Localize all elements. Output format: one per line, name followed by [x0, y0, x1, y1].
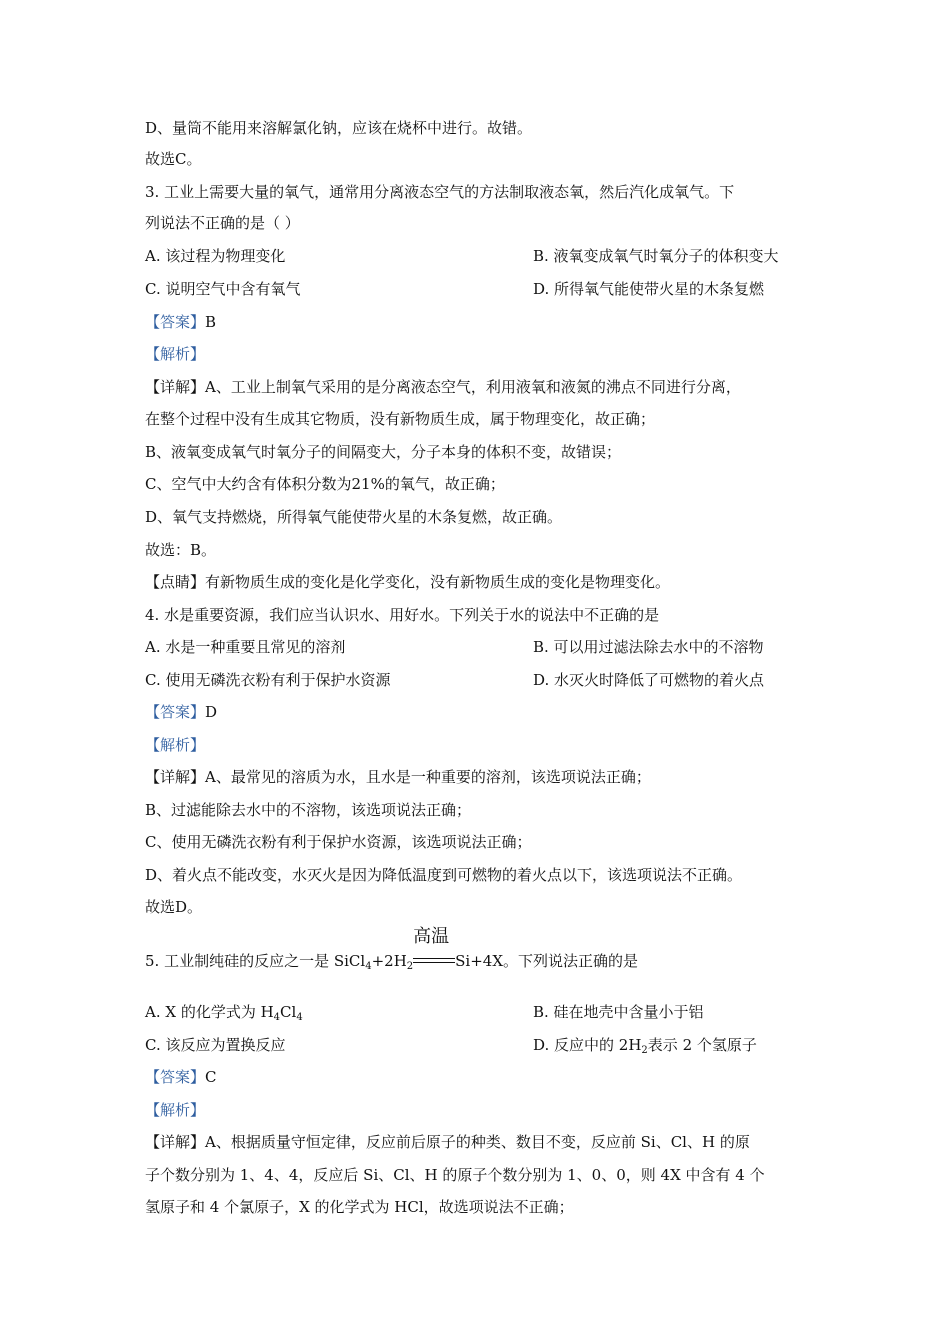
- analysis-tag: [145, 1099, 205, 1121]
- selection-line: 故选D。: [145, 898, 203, 916]
- tip-text: 有新物质生成的变化是化学变化，没有新物质生成的变化是物理变化。: [205, 573, 671, 591]
- question-3-stem: 3. 工业上需要大量的氧气，通常用分离液态空气的方法制取液态氧，然后汽化成氧气。下: [145, 183, 735, 201]
- option-text: A. X 的化学式为 H: [145, 1003, 274, 1021]
- answer-line: [145, 311, 216, 333]
- equals-bar: [413, 958, 455, 959]
- analysis-tag-text: 【解析】: [145, 1101, 206, 1119]
- answer-value: C: [205, 1068, 217, 1086]
- answer-line: [145, 701, 217, 723]
- option-b: B. 液氧变成氧气时氧分子的体积变大: [533, 247, 779, 265]
- explanation-text: A、工业上制氧气采用的是分离液态空气，利用液氧和液氮的沸点不同进行分离，: [205, 378, 741, 396]
- explanation-tag: 【详解】: [145, 768, 206, 786]
- text-line: D、量筒不能用来溶解氯化钠，应该在烧杯中进行。故错。: [145, 119, 533, 137]
- explanation-text: A、最常见的溶质为水，且水是一种重要的溶剂，该选项说法正确；: [205, 768, 651, 786]
- explanation-line: B、过滤能除去水中的不溶物，该选项说法正确；: [145, 801, 472, 819]
- explanation-line: C、空气中大约含有体积分数为21%的氧气，故正确；: [145, 475, 505, 493]
- explanation-line: 子个数分别为 1、4、4，反应后 Si、Cl、H 的原子个数分别为 1、0、0，则 4X 中含有 4 个: [145, 1166, 765, 1184]
- stem-text: Si+4X。下列说法正确的是: [455, 952, 639, 970]
- answer-value: B: [205, 313, 217, 331]
- option-c: C. 该反应为置换反应: [145, 1036, 286, 1054]
- answer-line: [145, 1066, 217, 1088]
- subscript: 4: [365, 961, 372, 972]
- option-a: [145, 1001, 303, 1023]
- option-d: [533, 1034, 757, 1056]
- answer-tag: 【答案】: [145, 313, 206, 331]
- explanation-line: [145, 1131, 750, 1153]
- option-d: D. 水灭火时降低了可燃物的着火点: [533, 671, 765, 689]
- explanation-tag: 【详解】: [145, 1133, 206, 1151]
- question-4-stem: 4. 水是重要资源，我们应当认识水、用好水。下列关于水的说法中不正确的是: [145, 606, 660, 624]
- option-a: A. 该过程为物理变化: [145, 247, 286, 265]
- analysis-tag: [145, 734, 205, 756]
- explanation-tag: 【详解】: [145, 378, 206, 396]
- explanation-line: D、氧气支持燃烧，所得氧气能使带火星的木条复燃，故正确。: [145, 508, 563, 526]
- analysis-tag-text: 【解析】: [145, 736, 206, 754]
- option-d: D. 所得氧气能使带火星的木条复燃: [533, 280, 765, 298]
- explanation-line: [145, 766, 651, 788]
- answer-value: D: [205, 703, 218, 721]
- question-5-stem: [145, 926, 639, 972]
- subscript: 2: [406, 961, 414, 972]
- analysis-tag-text: 【解析】: [145, 345, 206, 363]
- option-b: B. 硅在地壳中含量小于铝: [533, 1003, 704, 1021]
- stem-text: +2H: [371, 952, 407, 970]
- selection-line: 故选：B。: [145, 541, 217, 559]
- stem-text: 5. 工业制纯硅的反应之一是 SiCl: [145, 952, 366, 970]
- option-b: B. 可以用过滤法除去水中的不溶物: [533, 638, 764, 656]
- explanation-line: [145, 376, 741, 398]
- equals-bar: [413, 962, 455, 963]
- explanation-line: D、着火点不能改变，水灭火是因为降低温度到可燃物的着火点以下，该选项说法不正确。: [145, 866, 743, 884]
- question-3-stem: 列说法不正确的是（ ）: [145, 214, 300, 232]
- explanation-line: 在整个过程中没有生成其它物质，没有新物质生成，属于物理变化，故正确；: [145, 410, 656, 428]
- answer-tag: 【答案】: [145, 703, 206, 721]
- explanation-line: B、液氧变成氧气时氧分子的间隔变大，分子本身的体积不变，故错误；: [145, 443, 622, 461]
- reaction-equals-sign: [413, 926, 455, 972]
- tip-line: [145, 571, 670, 593]
- option-text: 表示 2 个氢原子: [647, 1036, 757, 1054]
- subscript: 4: [273, 1012, 281, 1023]
- explanation-line: 氢原子和 4 个氯原子，X 的化学式为 HCl，故选项说法不正确；: [145, 1198, 574, 1216]
- option-c: C. 说明空气中含有氧气: [145, 280, 301, 298]
- analysis-tag: [145, 343, 205, 365]
- reaction-condition: 高温: [413, 926, 450, 947]
- tip-tag: 【点睛】: [145, 573, 206, 591]
- option-c: C. 使用无磷洗衣粉有利于保护水资源: [145, 671, 391, 689]
- option-a: A. 水是一种重要且常见的溶剂: [145, 638, 346, 656]
- option-text: D. 反应中的 2H: [533, 1036, 642, 1054]
- answer-tag: 【答案】: [145, 1068, 206, 1086]
- explanation-text: A、根据质量守恒定律，反应前后原子的种类、数目不变，反应前 Si、Cl、H 的原: [205, 1133, 750, 1151]
- text-line: 故选C。: [145, 150, 202, 168]
- subscript: 4: [296, 1012, 303, 1023]
- subscript: 2: [641, 1045, 648, 1056]
- option-text: Cl: [280, 1003, 297, 1021]
- explanation-line: C、使用无磷洗衣粉有利于保护水资源，该选项说法正确；: [145, 833, 532, 851]
